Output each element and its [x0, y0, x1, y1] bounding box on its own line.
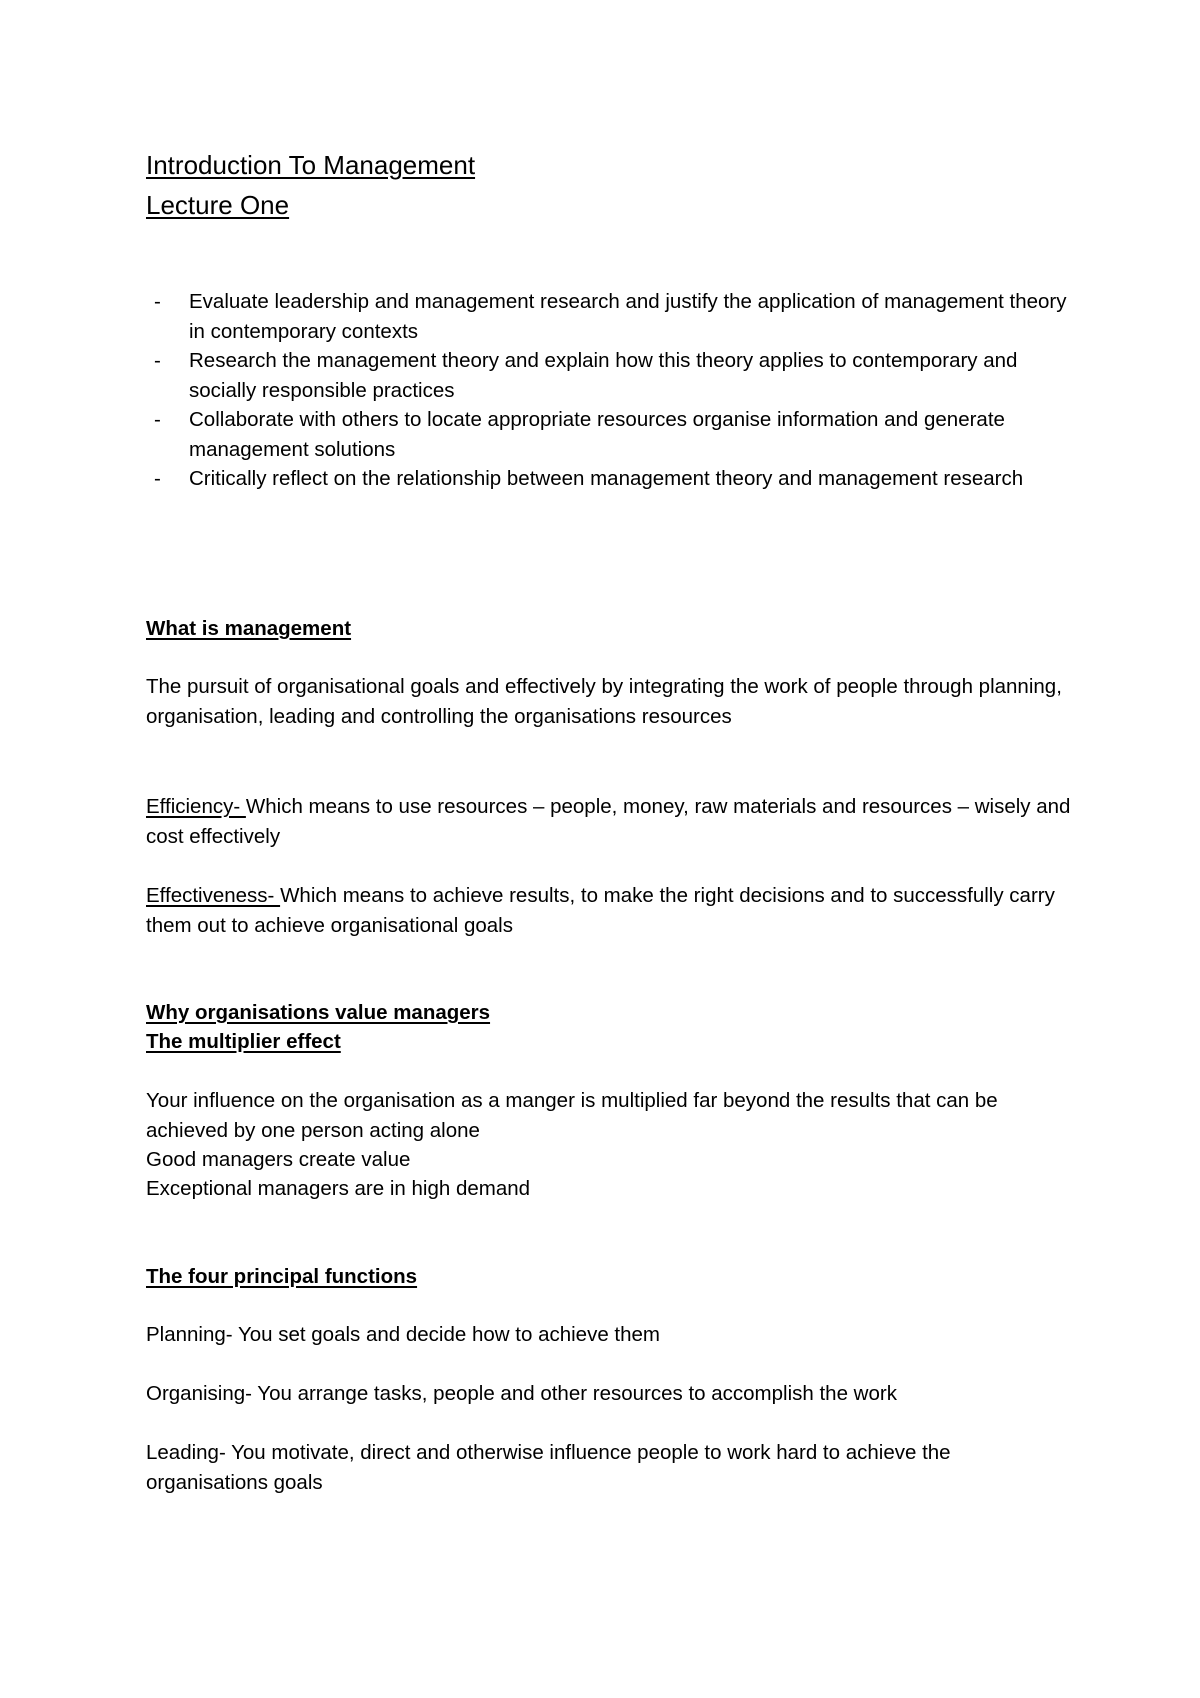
effectiveness-text: Which means to achieve results, to make the right decisions and to successfully carry them out to achieve organisational goals [146, 884, 1055, 937]
section-heading-what-is-management: What is management [146, 617, 352, 640]
objective-text: Collaborate with others to locate appropriate resources organise information and generate management solutions [189, 408, 1005, 461]
effectiveness-paragraph [146, 881, 1076, 940]
objective-text: Critically reflect on the relationship between management theory and management research [189, 467, 1024, 490]
multiplier-line: Good managers create value [146, 1148, 411, 1171]
objective-text: Evaluate leadership and management research and justify the application of management theory in contemporary contexts [189, 290, 1067, 343]
effectiveness-term: Effectiveness- [146, 884, 281, 907]
multiplier-line: Your influence on the organisation as a manger is multiplied far beyond the results that can be achieved by one person acting alone [146, 1089, 998, 1142]
function-organising: Organising- You arrange tasks, people and other resources to accomplish the work [146, 1382, 897, 1405]
efficiency-paragraph [146, 792, 1076, 851]
section-heading-functions: The four principal functions [146, 1265, 418, 1288]
management-definition: The pursuit of organisational goals and effectively by integrating the work of people through planning, organisation, leading and controlling the organisations resources [146, 675, 1062, 728]
bullet-dash: - [154, 467, 161, 490]
document-title: Introduction To Management [146, 150, 476, 180]
section-heading-why-value: Why organisations value managers [146, 1001, 491, 1024]
list-item [146, 287, 1086, 346]
function-planning: Planning- You set goals and decide how to achieve them [146, 1323, 661, 1346]
document-subtitle: Lecture One [146, 190, 290, 220]
bullet-dash: - [154, 349, 161, 372]
objective-text: Research the management theory and explain how this theory applies to contemporary and socially responsible practices [189, 349, 1018, 402]
list-item [146, 405, 1086, 464]
bullet-dash: - [154, 290, 161, 313]
list-item [146, 346, 1086, 405]
efficiency-term: Efficiency- [146, 795, 246, 818]
function-leading: Leading- You motivate, direct and otherwise influence people to work hard to achieve the organisations goals [146, 1441, 951, 1494]
list-item [146, 464, 1086, 494]
section-heading-multiplier: The multiplier effect [146, 1030, 341, 1053]
document-page [146, 0, 1086, 1698]
objectives-list [146, 287, 1086, 494]
bullet-dash: - [154, 408, 161, 431]
multiplier-line: Exceptional managers are in high demand [146, 1177, 531, 1200]
efficiency-text: Which means to use resources – people, money, raw materials and resources – wisely and cost effectively [146, 795, 1071, 848]
